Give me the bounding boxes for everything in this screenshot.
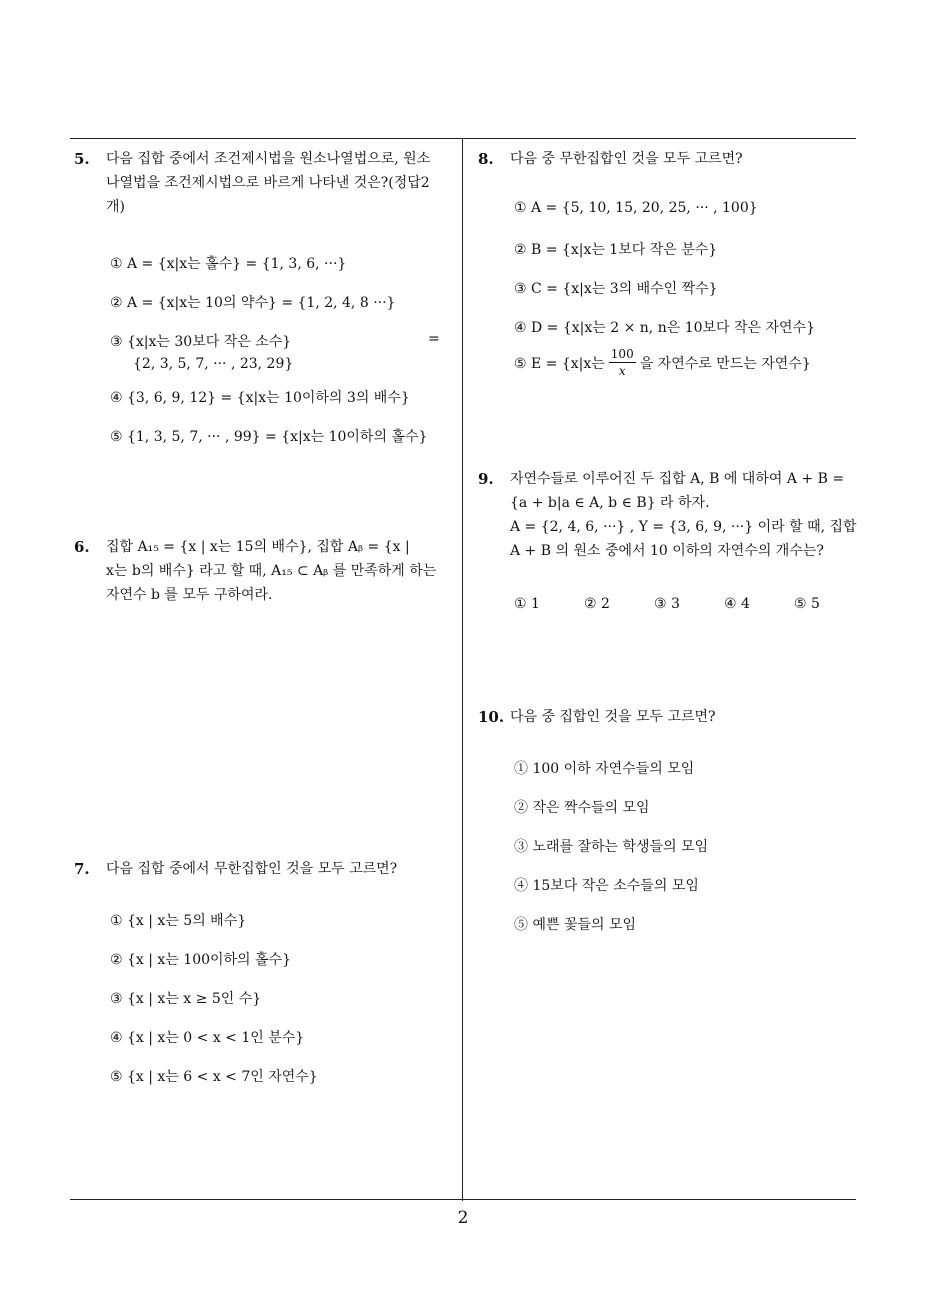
option-1: ① {x | x는 5의 배수} — [110, 913, 247, 929]
fraction-denominator: x — [618, 364, 626, 378]
fraction-numerator: 100 — [610, 347, 634, 361]
option-5: ⑤ 예쁜 꽃들의 모임 — [514, 917, 637, 933]
option-4: ④ D = {x|x는 2 × n, n은 10보다 작은 자연수} — [514, 320, 815, 336]
option-3: ③ 노래를 잘하는 학생들의 모임 — [514, 839, 709, 855]
option-4: ④ {x | x는 0 < x < 1인 분수} — [110, 1030, 305, 1046]
problem-number: 5. — [74, 150, 90, 168]
option-5 — [514, 346, 811, 379]
option-5-prefix: ⑤ E = {x|x는 — [514, 355, 605, 372]
option-3: ③ 3 — [654, 596, 680, 612]
option-5: ⑤ 5 — [794, 596, 820, 612]
option-1: ① 1 — [514, 596, 540, 612]
option-2: ② {x | x는 100이하의 홀수} — [110, 952, 291, 968]
problem-text: 다음 집합 중에서 조건제시법을 원소나열법으로, 원소 나열법을 조건제시법으로 바르게 나타낸 것은?(정답2 개) — [106, 151, 431, 215]
answer-options — [514, 596, 864, 612]
problem-number: 9. — [478, 470, 494, 488]
option-3: ③ {x | x는 x ≥ 5인 수} — [110, 991, 262, 1007]
option-2: ② 작은 짝수들의 모임 — [514, 800, 650, 816]
problem-number: 7. — [74, 860, 90, 878]
problem-text: 다음 집합 중에서 무한집합인 것을 모두 고르면? — [106, 861, 398, 877]
option-4: ④ {3, 6, 9, 12} = {x|x는 10이하의 3의 배수} — [110, 390, 410, 406]
option-5: ⑤ {1, 3, 5, 7, ··· , 99} = {x|x는 10이하의 홀수} — [110, 429, 428, 445]
problem-7 — [74, 860, 458, 1100]
top-rule — [70, 138, 856, 139]
problem-text: 집합 A₁₅ = {x | x는 15의 배수}, 집합 Aᵦ = {x | x는 b의 배수} 라고 할 때, A₁₅ ⊂ Aᵦ 를 만족하게 하는 자연수 b 를 모두 구하여라. — [106, 539, 437, 603]
option-1: ① A = {5, 10, 15, 20, 25, ··· , 100} — [514, 200, 758, 216]
problem-number: 8. — [478, 150, 494, 168]
problem-10 — [478, 708, 858, 938]
option-3: ③ C = {x|x는 3의 배수인 짝수} — [514, 281, 718, 297]
problem-9 — [478, 470, 862, 620]
option-3-equals: = — [428, 331, 440, 347]
fraction — [609, 346, 636, 379]
problem-text: 다음 중 무한집합인 것을 모두 고르면? — [510, 151, 743, 167]
option-1: ① A = {x|x는 홀수} = {1, 3, 6, ···} — [110, 256, 347, 272]
problem-8 — [478, 150, 858, 390]
option-2: ② A = {x|x는 10의 약수} = {1, 2, 4, 8 ···} — [110, 295, 396, 311]
problem-6 — [74, 538, 458, 618]
problem-text: 자연수들로 이루어진 두 집합 A, B 에 대하여 A + B = {a + b|a ∈ A, b ∈ B} 라 하자. A = {2, 4, 6, ···} , Y = {3, 6, 9, ···} 이라 할 때, 집합 A + B 의 원소 중에서 10 이하의 자연수의 개수는? — [510, 471, 857, 559]
column-divider — [462, 139, 463, 1201]
page-number: 2 — [457, 1208, 469, 1228]
problem-number: 6. — [74, 538, 90, 556]
option-5: ⑤ {x | x는 6 < x < 7인 자연수} — [110, 1069, 318, 1085]
option-1: ① 100 이하 자연수들의 모임 — [514, 761, 695, 777]
problem-5 — [74, 150, 458, 450]
problem-text: 다음 중 집합인 것을 모두 고르면? — [510, 709, 716, 725]
option-3: ③ {x|x는 30보다 작은 소수} — [110, 334, 292, 350]
option-4: ④ 4 — [724, 596, 750, 612]
option-4: ④ 15보다 작은 소수들의 모임 — [514, 878, 699, 894]
option-2: ② B = {x|x는 1보다 작은 분수} — [514, 242, 718, 258]
option-5-suffix: 을 자연수로 만드는 자연수} — [639, 355, 811, 372]
problem-number: 10. — [478, 708, 505, 726]
option-2: ② 2 — [584, 596, 610, 612]
bottom-rule — [70, 1199, 856, 1200]
option-3-continued: {2, 3, 5, 7, ··· , 23, 29} — [133, 356, 294, 372]
